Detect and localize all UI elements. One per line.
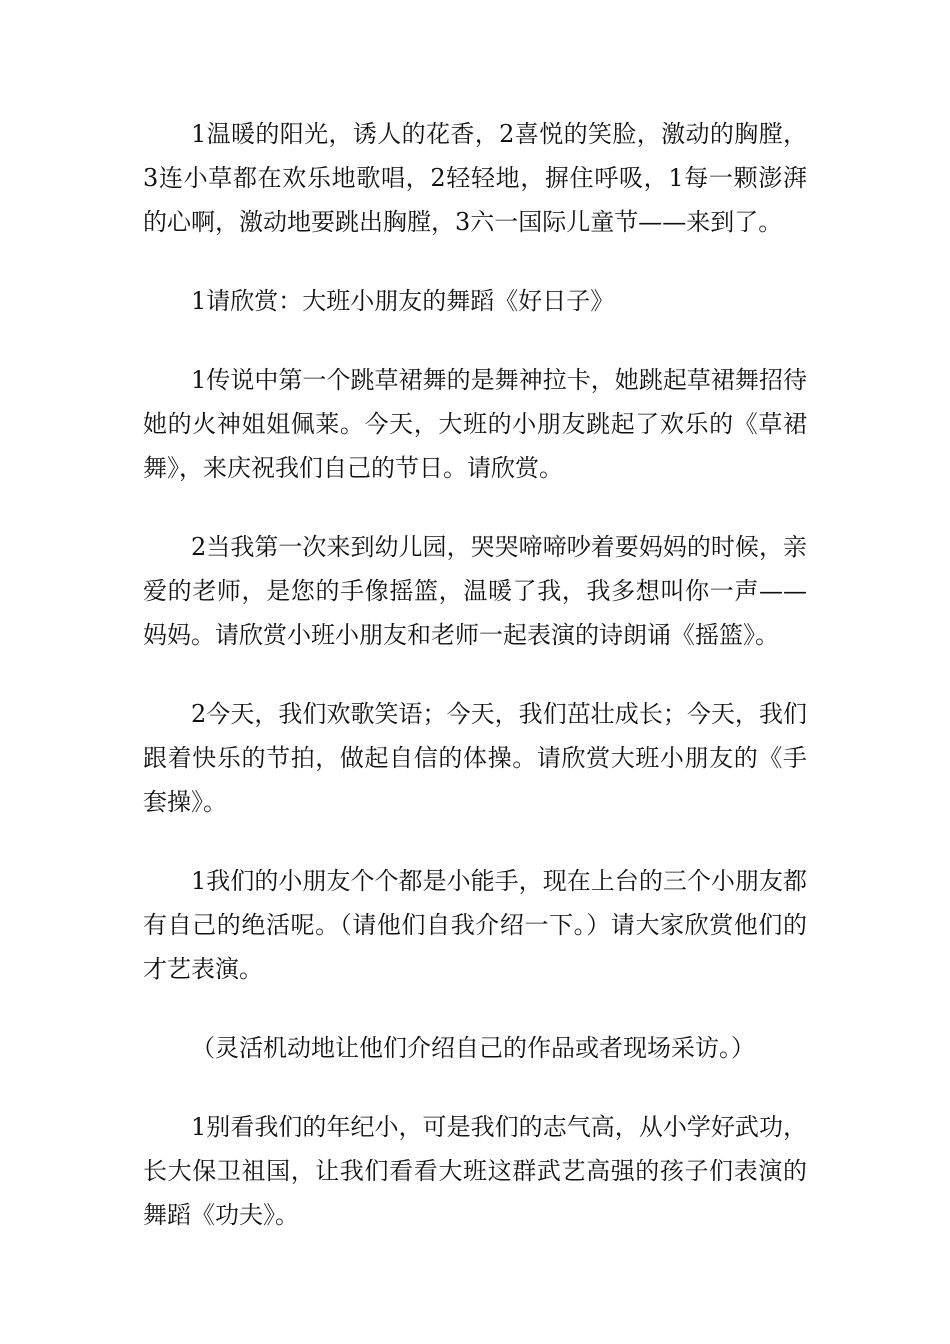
paragraph-7: （灵活机动地让他们介绍自己的作品或者现场采访。） — [191, 1034, 755, 1062]
document-body — [143, 112, 807, 1272]
paragraph-2: 1请欣赏：大班小朋友的舞蹈《好日子》 — [191, 287, 615, 315]
paragraph-1: 1温暖的阳光，诱人的花香，2喜悦的笑脸，激动的胸膛，3连小草都在欢乐地歌唱，2轻轻地，摒住呼吸，1每一颗澎湃的心啊，激动地要跳出胸膛，3六一国际儿童节——来到了。 — [143, 120, 807, 236]
paragraph-8: 1别看我们的年纪小，可是我们的志气高，从小学好武功，长大保卫祖国，让我们看看大班这群武艺高强的孩子们表演的舞蹈《功夫》。 — [143, 1113, 807, 1229]
paragraph-5: 2今天，我们欢歌笑语；今天，我们茁壮成长；今天，我们跟着快乐的节拍，做起自信的体操。请欣赏大班小朋友的《手套操》。 — [143, 700, 807, 816]
paragraph-3: 1传说中第一个跳草裙舞的是舞神拉卡，她跳起草裙舞招待她的火神姐姐佩莱。今天，大班的小朋友跳起了欢乐的《草裙舞》，来庆祝我们自己的节日。请欣赏。 — [143, 366, 807, 482]
paragraph-4: 2当我第一次来到幼儿园，哭哭啼啼吵着要妈妈的时候，亲爱的老师，是您的手像摇篮，温暖了我，我多想叫你一声——妈妈。请欣赏小班小朋友和老师一起表演的诗朗诵《摇篮》。 — [143, 533, 807, 649]
paragraph-6: 1我们的小朋友个个都是小能手，现在上台的三个小朋友都有自己的绝活呢。（请他们自我介绍一下。）请大家欣赏他们的才艺表演。 — [143, 867, 807, 983]
